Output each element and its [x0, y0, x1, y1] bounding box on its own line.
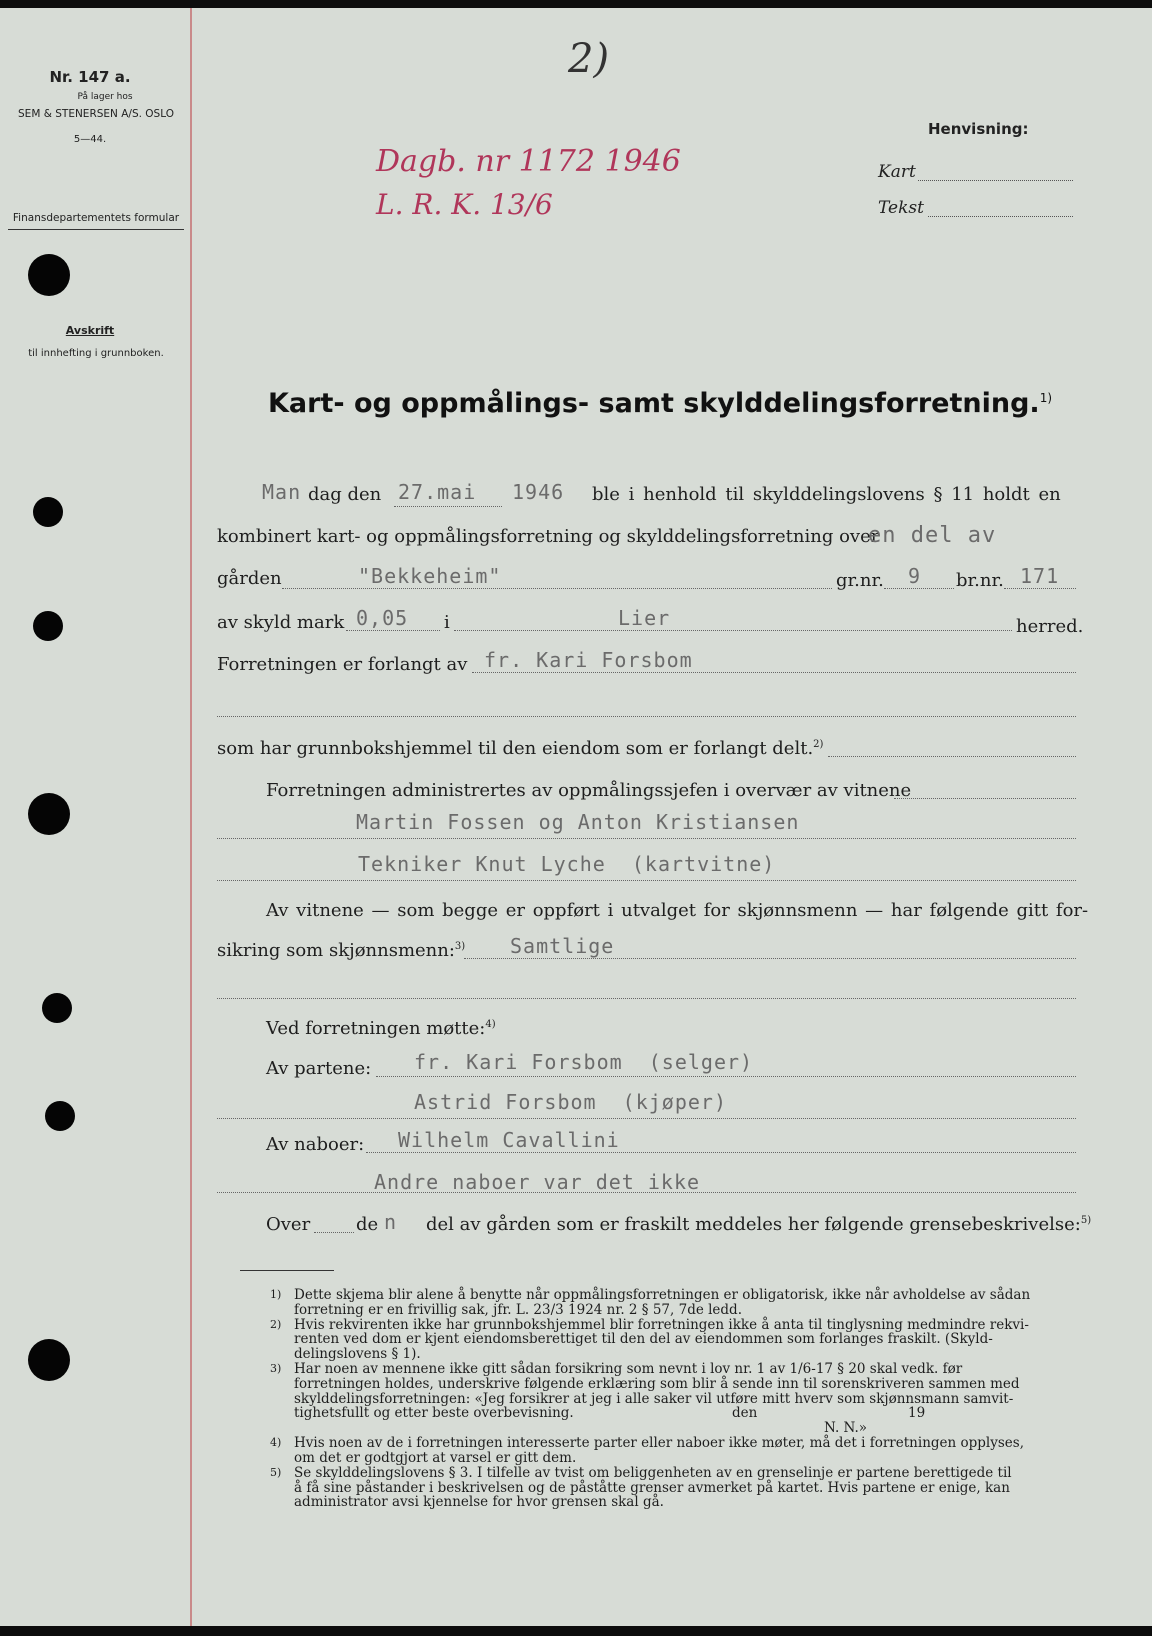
diary-date-handwritten: L. R. K. 13/6 — [376, 188, 553, 221]
over-label: Over — [266, 1214, 311, 1235]
footnote-line — [294, 1406, 1080, 1421]
requested-line — [472, 672, 1076, 673]
year-field[interactable]: 1946 — [512, 480, 565, 504]
margin-line — [190, 8, 192, 1626]
met-text — [266, 1018, 496, 1039]
footnote-2 — [270, 1318, 1080, 1362]
i-label: i — [444, 612, 450, 633]
requested-label: Forretningen er forlangt av — [217, 654, 468, 675]
neighbours-label: Av naboer: — [266, 1134, 365, 1155]
footnote-number: 4) — [270, 1436, 282, 1450]
punch-hole — [42, 993, 72, 1023]
footnote-line: delingslovens § 1). — [294, 1346, 421, 1363]
footnote-1 — [270, 1288, 1080, 1318]
date-field-line — [394, 506, 502, 507]
skyld-field[interactable]: 0,05 — [356, 606, 409, 630]
skyld-label: av skyld mark — [217, 612, 345, 633]
copy-label: Avskrift — [65, 324, 115, 337]
gnr-label: gr.nr. — [836, 570, 884, 591]
footnote-line: Har noen av mennene ikke gitt sådan forsikring som nevnt i lov nr. 1 av 1/6-17 § 20 skal vedk. før — [294, 1360, 963, 1377]
party-field-2[interactable]: Astrid Forsbom (kjøper) — [414, 1090, 727, 1114]
bnr-field[interactable]: 171 — [1020, 564, 1060, 588]
admin-line — [894, 798, 1076, 799]
punch-hole — [28, 793, 70, 835]
reference-text-label: Tekst — [878, 198, 924, 218]
oath-year: 19 — [908, 1405, 926, 1422]
form-owner: Finansdepartementets formular — [12, 212, 180, 224]
dag-den-label: dag den — [308, 484, 382, 505]
witness-text-2-main: sikring som skjønnsmenn: — [217, 940, 455, 961]
footnote-number: 5) — [270, 1465, 282, 1479]
date-field[interactable]: 27.mai — [398, 480, 477, 504]
reference-map-field[interactable] — [918, 180, 1073, 181]
witness-footnote-ref: 3) — [454, 941, 466, 952]
neighbours-line — [366, 1152, 1076, 1153]
footnote-5 — [270, 1466, 1080, 1510]
parties-label: Av partene: — [266, 1058, 372, 1079]
hjemmel-text-main: som har grunnbokshjemmel til den eiendom som er forlangt delt. — [217, 738, 814, 759]
document-title-text: Kart- og oppmålings- samt skylddelingsforretning. — [268, 388, 1040, 419]
witnesses-line-1 — [217, 838, 1076, 839]
form-number: Nr. 147 a. — [49, 68, 131, 86]
over-line — [314, 1232, 354, 1233]
footnote-line: om det er godtgjort at varsel er gitt dem. — [294, 1449, 577, 1466]
footnote-line-text: tighetsfullt og etter beste overbevisning. — [294, 1405, 574, 1422]
page-number-handwritten: 2) — [568, 36, 610, 82]
line2-text: kombinert kart- og oppmålingsforretning og skylddelingsforretning over — [217, 526, 880, 547]
admin-text: Forretningen administrertes av oppmålingssjefen i overvær av vitnene — [266, 780, 912, 801]
footnote-line: å få sine påstander i beskrivelsen og de påståtte grenser avmerket på kartet. Hvis partene er enige, kan — [294, 1479, 1010, 1496]
farm-name-field[interactable]: "Bekkeheim" — [358, 564, 502, 588]
form-date: 5—44. — [73, 134, 107, 145]
witness-line — [464, 958, 1076, 959]
oath-den: den — [732, 1405, 758, 1422]
skyld-line — [346, 630, 440, 631]
witness-text-2 — [217, 940, 465, 961]
met-text-main: Ved forretningen møtte: — [266, 1018, 486, 1039]
herred-line — [454, 630, 1012, 631]
reference-label: Henvisning: — [928, 120, 1029, 138]
document-page — [0, 8, 1152, 1626]
punch-hole — [28, 254, 70, 296]
farm-line — [282, 588, 832, 589]
footnote-number: 3) — [270, 1361, 282, 1375]
title-footnote-ref: 1) — [1039, 391, 1053, 405]
footnote-3 — [270, 1362, 1080, 1436]
gnr-line — [884, 588, 954, 589]
herred-field[interactable]: Lier — [618, 606, 671, 630]
witnesses-field-2[interactable]: Tekniker Knut Lyche (kartvitne) — [358, 852, 776, 876]
line2-fill[interactable]: en del av — [868, 523, 997, 548]
herred-label: herred. — [1016, 616, 1084, 637]
gnr-field[interactable]: 9 — [908, 564, 922, 588]
footnote-line: Dette skjema blir alene å benytte når oppmålingsforretningen er obligatorisk, ikke når avholdelse av sådan — [294, 1287, 1031, 1303]
hjemmel-line — [828, 756, 1076, 757]
requested-line-2 — [217, 716, 1076, 717]
copy-purpose: til innhefting i grunnboken. — [28, 348, 164, 359]
over-fill-field[interactable]: n — [384, 1210, 398, 1234]
met-footnote-ref: 4) — [485, 1019, 496, 1030]
witness-line-2 — [217, 998, 1076, 999]
reference-text-field[interactable] — [928, 216, 1073, 217]
publisher-line2: SEM & STENERSEN A/S. OSLO — [18, 108, 174, 120]
hjemmel-text — [217, 738, 823, 759]
punch-hole — [33, 497, 63, 527]
form-owner-rule — [8, 229, 184, 230]
footnotes — [270, 1288, 1080, 1510]
footnote-line: administrator avsi kjennelse for hvor grensen skal gå. — [294, 1494, 664, 1511]
over-text — [426, 1214, 1091, 1235]
bnr-label: br.nr. — [956, 570, 1004, 591]
footnote-number: 1) — [270, 1288, 282, 1301]
over-footnote-ref: 5) — [1080, 1215, 1092, 1226]
punch-hole — [28, 1339, 70, 1381]
witnesses-line-2 — [217, 880, 1076, 881]
footnote-line: renten ved dom er kjent eiendomsberettiget til den del av eiendommen som forlanges fraskilt. (Skyld- — [294, 1331, 993, 1348]
footnote-line: forretning er en frivillig sak, jfr. L. 23/3 1924 nr. 2 § 57, 7de ledd. — [294, 1301, 742, 1318]
neighbour-field-1[interactable]: Wilhelm Cavallini — [398, 1128, 620, 1152]
requested-by-field[interactable]: fr. Kari Forsbom — [484, 648, 693, 672]
publisher-line1: På lager hos — [77, 92, 133, 102]
oath-signature: N. N.» — [824, 1420, 868, 1437]
neighbour-field-2[interactable]: Andre naboer var det ikke — [374, 1170, 701, 1194]
witnesses-field-1[interactable]: Martin Fossen og Anton Kristiansen — [356, 810, 800, 834]
bnr-line — [1004, 588, 1076, 589]
footnote-line: Hvis rekvirenten ikke har grunnbokshjemmel blir forretningen ikke å anta til tinglysning medmindre rekvi- — [294, 1316, 1029, 1333]
witness-fill-field[interactable]: Samtlige — [510, 934, 615, 958]
footnote-separator — [240, 1270, 334, 1271]
reference-map-label: Kart — [878, 162, 916, 182]
footnote-4 — [270, 1436, 1080, 1466]
footnote-line: forretningen holdes, underskrive følgende erklæring som blir å sende inn til sorenskriveren sammen med — [294, 1375, 1020, 1392]
footnote-line: Hvis noen av de i forretningen interesserte parter eller naboer ikke møter, må det i forretningen opplyses, — [294, 1435, 1024, 1452]
parties-line-2 — [217, 1118, 1076, 1119]
oath-signature-line — [294, 1421, 1080, 1436]
line1-text: ble i henhold til skylddelingslovens § 11 holdt en — [592, 484, 1061, 505]
over-de-label: de — [356, 1214, 379, 1235]
party-field-1[interactable]: fr. Kari Forsbom (selger) — [414, 1050, 754, 1074]
document-title — [268, 388, 1052, 419]
day-name-field[interactable]: Man — [262, 480, 302, 504]
footnote-line: Se skylddelingslovens § 3. I tilfelle av tvist om beliggenheten av en grenselinje er partene berettigede til — [294, 1464, 1012, 1481]
punch-hole — [33, 611, 63, 641]
hjemmel-footnote-ref: 2) — [813, 739, 824, 750]
neighbours-line-2 — [217, 1192, 1076, 1193]
parties-line — [376, 1076, 1076, 1077]
diary-number-handwritten: Dagb. nr 1172 1946 — [376, 144, 681, 179]
punch-hole — [45, 1101, 75, 1131]
footnote-line: skylddelingsforretningen: «Jeg forsikrer at jeg i alle saker vil utføre mitt hverv som skjønnsmann samvit- — [294, 1390, 1014, 1407]
witness-text-1: Av vitnene — som begge er oppført i utvalget for skjønnsmenn — har følgende gitt for- — [266, 900, 1089, 921]
farm-label: gården — [217, 568, 282, 589]
over-text-main: del av gården som er fraskilt meddeles her følgende grensebeskrivelse: — [426, 1214, 1081, 1235]
footnote-number: 2) — [270, 1317, 282, 1331]
